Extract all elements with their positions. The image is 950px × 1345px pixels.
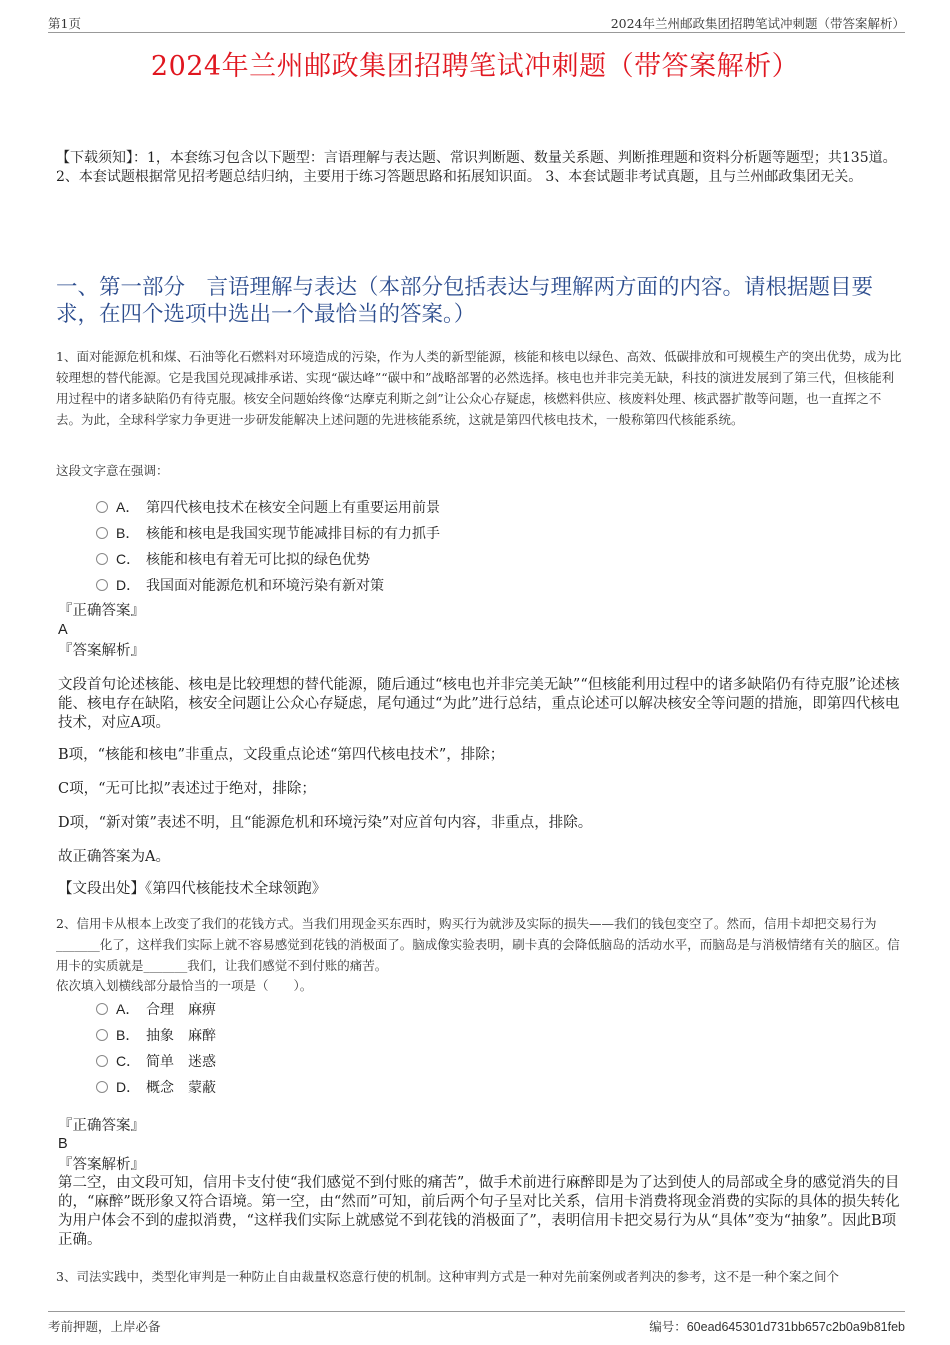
option-text: 概念 蒙蔽 bbox=[146, 1080, 216, 1096]
q1-analysis-label: 『答案解析』 bbox=[58, 643, 145, 659]
section-heading: 一、第一部分 言语理解与表达（本部分包括表达与理解两方面的内容。请根据题目要求，在四个选项中选出一个最恰当的答案。） bbox=[56, 275, 874, 327]
radio-icon[interactable] bbox=[96, 1003, 108, 1015]
option-key: D． bbox=[116, 577, 141, 593]
document-title: 2024年兰州邮政集团招聘笔试冲刺题（带答案解析） bbox=[150, 51, 800, 82]
option-key: C． bbox=[116, 1053, 141, 1069]
radio-icon[interactable] bbox=[96, 553, 108, 565]
q1-analysis-main: 文段首句论述核能、核电是比较理想的替代能源，随后通过“核电也并非完美无缺”“但核能利用过程中的诸多缺陷仍有待克服”论述核能、核电存在缺陷，核安全问题让公众心存疑虑，尾句通过“为此”进行总结，重点论述可以解决核安全等问题的措施，即第四代核电技术，对应A项。 bbox=[58, 677, 900, 731]
footer-code-block bbox=[649, 1317, 905, 1335]
q1-prompt: 这段文字意在强调： bbox=[56, 463, 169, 478]
option-key: B． bbox=[116, 525, 140, 541]
radio-icon[interactable] bbox=[96, 579, 108, 591]
option-key: D． bbox=[116, 1079, 141, 1095]
q1-option-a[interactable] bbox=[96, 497, 440, 517]
option-key: A． bbox=[116, 1001, 140, 1017]
option-key: A． bbox=[116, 499, 140, 515]
q2-analysis: 第二空，由文段可知，信用卡支付使“我们感觉不到付账的痛苦”，做手术前进行麻醉即是为了达到使人的局部或全身的感觉消失的目的，“麻醉”既形象又符合语境。第一空，由“然而”可知，前后两个句子呈对比关系，信用卡消费将现金消费的实际的具体的损失转化为用户体会不到的虚拟消费，“这样我们实际上就感觉不到花钱的消极面了”，表明信用卡把交易行为从“具体”变为“抽象”。因此B项正确。 bbox=[58, 1175, 900, 1248]
q2-option-b[interactable] bbox=[96, 1025, 216, 1045]
page-header bbox=[48, 12, 905, 33]
radio-icon[interactable] bbox=[96, 1029, 108, 1041]
q1-option-d[interactable] bbox=[96, 575, 384, 595]
footer-slogan: 考前押题，上岸必备 bbox=[48, 1319, 161, 1334]
page-number: 第1页 bbox=[48, 16, 81, 31]
q3-stem: 3、司法实践中，类型化审判是一种防止自由裁量权恣意行使的机制。这种审判方式是一种对先前案例或者判决的参考，这不是一种个案之间个 bbox=[56, 1269, 839, 1284]
q1-stem: 1、面对能源危机和煤、石油等化石燃料对环境造成的污染，作为人类的新型能源，核能和核电以绿色、高效、低碳排放和可规模生产的突出优势，成为比较理想的替代能源。它是我国兑现减排承诺、实现“碳达峰”“碳中和”战略部署的必然选择。核电也并非完美无缺，科技的演进发展到了第三代，但核能利用过程中的诸多缺陷仍有待克服。核安全问题始终像“达摩克利斯之剑”让公众心存疑虑，核燃料供应、核废料处理、核武器扩散等问题，也一直挥之不去。为此，全球科学家力争更进一步研发能解决上述问题的先进核能系统，这就是第四代核电技术，一般称第四代核能系统。 bbox=[56, 349, 902, 427]
download-notice: 【下载须知】：1，本套练习包含以下题型：言语理解与表达题、常识判断题、数量关系题、判断推理题和资料分析题等题型；共135道。 2、本套试题根据常见招考题总结归纳，主要用于练习答题思路和拓展知识面。 3、本套试题非考试真题，且与兰州邮政集团无关。 bbox=[56, 150, 897, 185]
radio-icon[interactable] bbox=[96, 527, 108, 539]
q2-option-d[interactable] bbox=[96, 1077, 216, 1097]
q2-answer: B bbox=[58, 1136, 68, 1152]
option-text: 抽象 麻醉 bbox=[146, 1028, 216, 1044]
option-text: 第四代核电技术在核安全问题上有重要运用前景 bbox=[146, 500, 440, 516]
q1-option-c[interactable] bbox=[96, 549, 370, 569]
header-doc-title: 2024年兰州邮政集团招聘笔试冲刺题（带答案解析） bbox=[610, 16, 905, 31]
option-text: 核能和核电是我国实现节能减排目标的有力抓手 bbox=[146, 526, 440, 542]
q1-analysis-d: D项，“新对策”表述不明，且“能源危机和环境污染”对应首句内容，非重点，排除。 bbox=[58, 815, 593, 831]
radio-icon[interactable] bbox=[96, 501, 108, 513]
q1-conclusion: 故正确答案为A。 bbox=[58, 849, 170, 865]
q1-analysis-b: B项，“核能和核电”非重点，文段重点论述“第四代核电技术”，排除； bbox=[58, 747, 505, 763]
option-text: 简单 迷惑 bbox=[146, 1054, 216, 1070]
q2-answer-label: 『正确答案』 bbox=[58, 1118, 145, 1134]
footer-code: 60ead645301d731bb657c2b0a9b81feb bbox=[686, 1320, 905, 1334]
radio-icon[interactable] bbox=[96, 1055, 108, 1067]
q1-answer-label: 『正确答案』 bbox=[58, 603, 145, 619]
q2-option-c[interactable] bbox=[96, 1051, 216, 1071]
q1-analysis-c: C项，“无可比拟”表述过于绝对，排除； bbox=[58, 781, 316, 797]
q1-option-b[interactable] bbox=[96, 523, 440, 543]
option-key: C． bbox=[116, 551, 141, 567]
footer-code-label: 编号： bbox=[649, 1319, 687, 1334]
option-text: 合理 麻痹 bbox=[146, 1002, 216, 1018]
q1-answer: A bbox=[58, 622, 68, 638]
q2-option-a[interactable] bbox=[96, 999, 216, 1019]
q2-stem: 2、信用卡从根本上改变了我们的花钱方式。当我们用现金买东西时，购买行为就涉及实际的损失——我们的钱包变空了。然而，信用卡却把交易行为_______化了，这样我们实际上就不容易感觉到花钱的消极面了。脑成像实验表明，刷卡真的会降低脑岛的活动水平，而脑岛是与消极情绪有关的脑区。信用卡的实质就是_______我们，让我们感觉不到付账的痛苦。 bbox=[56, 916, 900, 973]
option-text: 我国面对能源危机和环境污染有新对策 bbox=[146, 578, 384, 594]
option-key: B． bbox=[116, 1027, 140, 1043]
radio-icon[interactable] bbox=[96, 1081, 108, 1093]
q2-analysis-label: 『答案解析』 bbox=[58, 1157, 145, 1173]
q2-prompt: 依次填入划横线部分最恰当的一项是（ ）。 bbox=[56, 978, 313, 993]
page-footer bbox=[48, 1311, 905, 1336]
q1-source: 【文段出处】《第四代核能技术全球领跑》 bbox=[58, 881, 327, 897]
option-text: 核能和核电有着无可比拟的绿色优势 bbox=[146, 552, 370, 568]
